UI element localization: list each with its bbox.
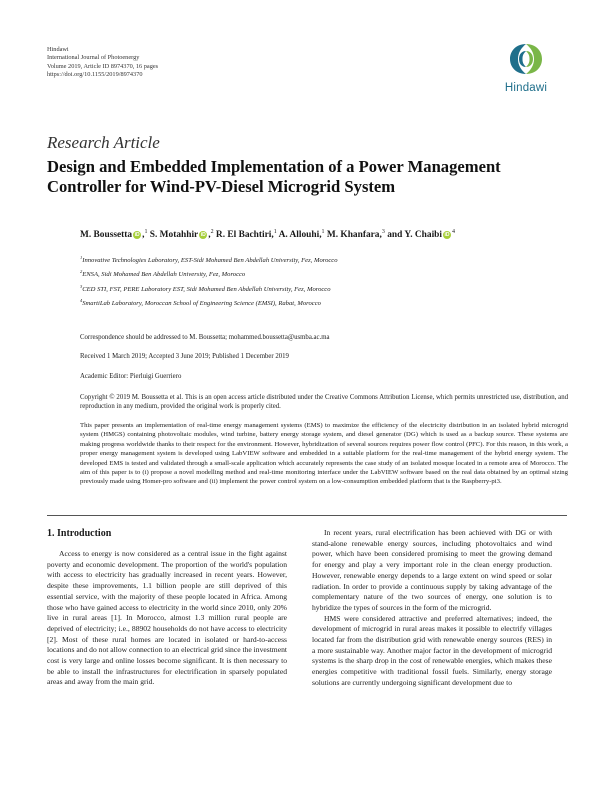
affiliation-list [80, 252, 338, 309]
affiliation-number: 4 [80, 297, 83, 303]
logo-text: Hindawi [504, 82, 548, 94]
section-divider [47, 515, 567, 516]
article-type: Research Article [47, 133, 160, 152]
doi-link[interactable]: https://doi.org/10.1155/2019/8974370 [47, 70, 143, 78]
affiliation-marker: 1 [321, 229, 325, 235]
affiliation-marker: 2 [210, 229, 214, 235]
orcid-icon[interactable]: iD [200, 231, 206, 238]
orcid-icon[interactable]: iD [134, 231, 140, 238]
affiliation-marker: 1 [144, 229, 148, 235]
author-name: Y. Chaibi [404, 230, 443, 241]
affiliation [80, 252, 338, 266]
affiliation-marker: 3 [381, 229, 385, 235]
affiliation-marker: 4 [452, 229, 456, 235]
orcid-icon[interactable]: iD [444, 231, 450, 238]
author-name: R. El Bachtiri [215, 230, 272, 241]
affiliation-text: ENSA, Sidi Mohamed Ben Abdellah University, Fez, Morocco [82, 271, 246, 279]
paragraph: HMS were considered attractive and preferred alternatives; indeed, the development of microgrid in rural areas makes it possible to electrify villages located far from the distribution grid with renewable energy sources (RES) in a more sustainable way. Another major factor in the development of microgrid systems is the sharp drop in the cost of renewable energies, which makes these energies competitive with traditional fossil fuels. Similarly, energy storage solutions are currently undergoing significant development due to [312, 613, 552, 687]
author-name: M. Khanfara [326, 230, 380, 241]
author-list: M. Boussetta iD ,$^1$ S. Motahhir iD ,$^2$ R. El Bachtiri,$^1$ A. Allouhi,$^1$ M. Khanfara,$^3$ and Y. Chaibi iD $^4$ [80, 229, 456, 241]
section-heading: 1. Introduction [47, 528, 112, 539]
hindawi-logo-icon [504, 40, 548, 80]
journal-meta [47, 46, 158, 79]
academic-editor: Academic Editor: Pierluigi Guerriero [80, 373, 182, 380]
affiliation [80, 281, 338, 295]
affiliation [80, 295, 338, 309]
publication-dates: Received 1 March 2019; Accepted 3 June 2019; Published 1 December 2019 [80, 353, 289, 360]
volume-info: Volume 2019, Article ID 8974370, 16 pages [47, 62, 159, 70]
publisher-name: Hindawi [47, 46, 69, 53]
hindawi-logo [498, 40, 554, 106]
abstract: This paper presents an implementation of real-time energy management systems (EMS) to maximize the efficiency of the electricity distribution in an isolated hybrid microgrid system (HMGS) containing photovoltaic modules, wind turbine, battery energy storage system, and diesel generator (DG) which is used as a backup source. These systems are making progress worldwide thanks to their respect for the environment. However, hybridization of several sources requires power flow control (PFC). For this reason, in this work, a proper energy management system is developed using LabVIEW software and embedded in a suitable platform for the real-time management of the hybrid energy system. The developed EMS is tested and validated through a small-scale application which accurately represents the case study of an isolated mosque located in a remote area of Morocco. The aim of this paper is to (i) propose a novel modelling method and real-time monitoring interface under the LabVIEW software based on the real data obtained by an optimal sizing previously made using Homer-pro software and (ii) implement the power control system on a low-consumption embedded platform that is the Raspberry-pi3. [80, 422, 568, 486]
affiliation-number: 3 [80, 283, 83, 289]
paragraph: In recent years, rural electrification has been achieved with DG or with stand-alone renewable energy sources, including photovoltaics and wind power, which have been considered promising to meet the growing demand for energy and play a very important role in the clean energy production. However, renewable energy depends to a large extent on wind speed or solar radiation. In order to provide a continuous supply by taking advantage of the complementary nature of the two sources of energy, one solution is to hybridize the types of sources in the form of the microgrid. [312, 528, 552, 612]
author-name: S. Motahhir [149, 230, 199, 241]
affiliation-text: SmartiLab Laboratory, Moroccan School of Engineering Science (EMSI), Rabat, Morocco [82, 300, 321, 308]
affiliation-text: CED STI, FST, PERE Laboratory EST, Sidi Mohamed Ben Abdellah University, Fez, Morocco [82, 285, 331, 293]
column-right [312, 528, 552, 689]
journal-name: International Journal of Photoenergy [47, 54, 140, 62]
affiliation-number: 1 [80, 255, 83, 260]
affiliation [80, 266, 338, 280]
paragraph: Access to energy is now considered as a central issue in the fight against poverty and economic development. The proportion of the world's population with access to electricity has gradually increased in recent years. However, despite these improvements, 1.1 billion people are still deprived of this essential service, with the majority of these people located in Africa. Among those who have gained access to electricity in the world since 2010, only 20% live in rural areas [1]. In Morocco, almost 1.3 million rural people are deprived of electricity; i.e., 88902 households do not have access to electricity [2]. Most of these rural homes are located in isolated or hard-to-access locations and do not allow connection to an electrical grid since the investment cost is very large and online losses become significant. It is then necessary to be able to install the infrastructures for electrification in sparsely populated areas and away from the main grid. [47, 549, 287, 687]
author-name: M. Boussetta [80, 230, 133, 241]
affiliation-number: 2 [80, 269, 83, 275]
copyright-notice: Copyright © 2019 M. Boussetta et al. This is an open access article distributed under the Creative Commons Attribution License, which permits unrestricted use, distribution, and reproduction in any medium, provided the original work is properly cited. [80, 394, 568, 411]
article-title: Design and Embedded Implementation of a Power Management Controller for Wind-PV-Diesel Microgrid System [47, 157, 501, 196]
author-name: A. Allouhi [278, 230, 320, 241]
column-left [47, 549, 287, 688]
correspondence: Correspondence should be addressed to M. Boussetta; mohammed.boussetta@usmba.ac.ma [80, 334, 330, 341]
affiliation-marker: 1 [273, 229, 277, 235]
affiliation-text: Innovative Technologies Laboratory, EST-Sidi Mohamed Ben Abdellah University, Fez, Morocco [82, 257, 338, 265]
